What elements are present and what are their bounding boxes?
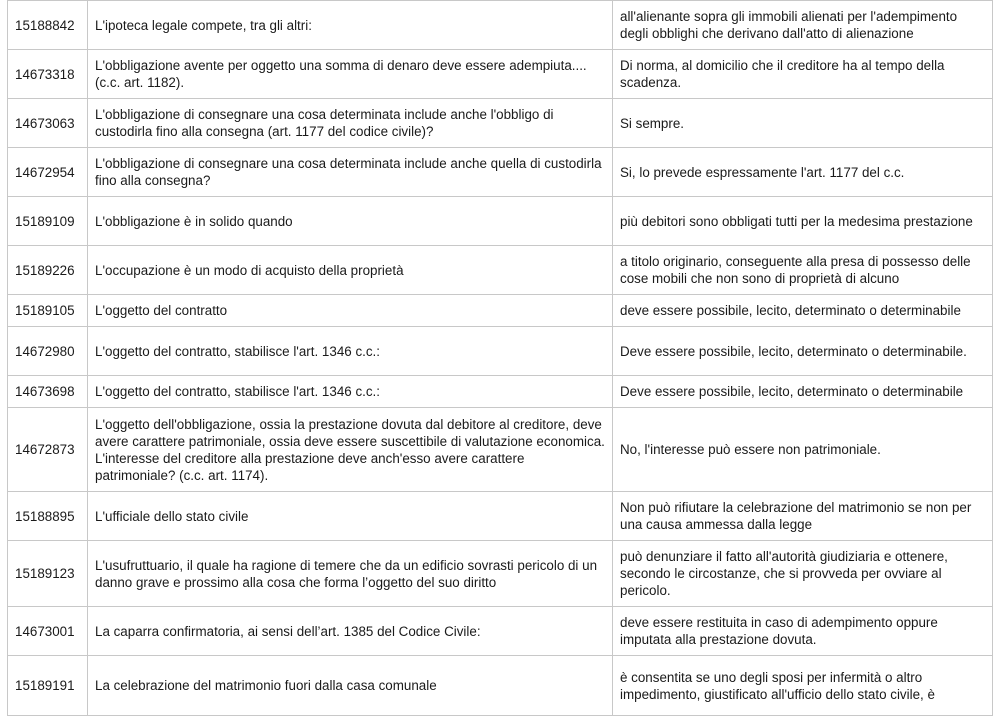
question-cell: L'ufficiale dello stato civile — [88, 492, 613, 541]
answer-cell: deve essere restituita in caso di adempimento oppure imputata alla prestazione dovuta. — [613, 607, 993, 656]
qa-table-body — [8, 1, 993, 716]
table-row — [8, 492, 993, 541]
question-cell: L'obbligazione è in solido quando — [88, 197, 613, 246]
question-cell: L'ipoteca legale compete, tra gli altri: — [88, 1, 613, 50]
answer-cell: Si sempre. — [613, 99, 993, 148]
qa-table — [7, 0, 993, 716]
answer-cell: deve essere possibile, lecito, determinato o determinabile — [613, 295, 993, 327]
question-cell: L'usufruttuario, il quale ha ragione di temere che da un edificio sovrasti pericolo di un danno grave e prossimo alla cosa che forma l’oggetto del suo diritto — [88, 541, 613, 607]
question-cell: L'obbligazione di consegnare una cosa determinata include anche l'obbligo di custodirla fino alla consegna (art. 1177 del codice civile)? — [88, 99, 613, 148]
table-row — [8, 408, 993, 492]
answer-cell: più debitori sono obbligati tutti per la medesima prestazione — [613, 197, 993, 246]
id-cell: 14673063 — [8, 99, 88, 148]
answer-cell: Deve essere possibile, lecito, determinato o determinabile — [613, 376, 993, 408]
table-row — [8, 99, 993, 148]
id-cell: 15189123 — [8, 541, 88, 607]
question-cell: L'obbligazione avente per oggetto una somma di denaro deve essere adempiuta.... (c.c. art. 1182). — [88, 50, 613, 99]
table-row — [8, 607, 993, 656]
id-cell: 15189191 — [8, 656, 88, 716]
table-row — [8, 541, 993, 607]
table-row — [8, 327, 993, 376]
question-cell: L'occupazione è un modo di acquisto della proprietà — [88, 246, 613, 295]
answer-cell: Si, lo prevede espressamente l'art. 1177 del c.c. — [613, 148, 993, 197]
id-cell: 15188842 — [8, 1, 88, 50]
table-row — [8, 197, 993, 246]
id-cell: 15189226 — [8, 246, 88, 295]
answer-cell: è consentita se uno degli sposi per infermità o altro impedimento, giustificato all'ufficio dello stato civile, è — [613, 656, 993, 716]
id-cell: 15189109 — [8, 197, 88, 246]
id-cell: 14673001 — [8, 607, 88, 656]
id-cell: 15188895 — [8, 492, 88, 541]
answer-cell: No, l'interesse può essere non patrimoniale. — [613, 408, 993, 492]
question-cell: L'oggetto dell'obbligazione, ossia la prestazione dovuta dal debitore al creditore, deve avere carattere patrimoniale, ossia deve essere suscettibile di valutazione economica. L'interesse del creditore alla prestazione deve anch'esso avere carattere patrimoniale? (c.c. art. 1174). — [88, 408, 613, 492]
question-cell: La celebrazione del matrimonio fuori dalla casa comunale — [88, 656, 613, 716]
table-row — [8, 148, 993, 197]
answer-cell: all'alienante sopra gli immobili alienati per l'adempimento degli obblighi che derivano dall'atto di alienazione — [613, 1, 993, 50]
question-cell: La caparra confirmatoria, ai sensi dell’art. 1385 del Codice Civile: — [88, 607, 613, 656]
question-cell: L'obbligazione di consegnare una cosa determinata include anche quella di custodirla fino alla consegna? — [88, 148, 613, 197]
id-cell: 14672980 — [8, 327, 88, 376]
answer-cell: Deve essere possibile, lecito, determinato o determinabile. — [613, 327, 993, 376]
table-row — [8, 295, 993, 327]
id-cell: 14672954 — [8, 148, 88, 197]
id-cell: 15189105 — [8, 295, 88, 327]
answer-cell: Non può rifiutare la celebrazione del matrimonio se non per una causa ammessa dalla legge — [613, 492, 993, 541]
table-row — [8, 376, 993, 408]
table-row — [8, 50, 993, 99]
table-row — [8, 246, 993, 295]
id-cell: 14673318 — [8, 50, 88, 99]
question-cell: L'oggetto del contratto, stabilisce l'art. 1346 c.c.: — [88, 327, 613, 376]
answer-cell: a titolo originario, conseguente alla presa di possesso delle cose mobili che non sono di proprietà di alcuno — [613, 246, 993, 295]
answer-cell: può denunziare il fatto all'autorità giudiziaria e ottenere, secondo le circostanze, che si provveda per ovviare al pericolo. — [613, 541, 993, 607]
question-cell: L'oggetto del contratto — [88, 295, 613, 327]
answer-cell: Di norma, al domicilio che il creditore ha al tempo della scadenza. — [613, 50, 993, 99]
table-row — [8, 1, 993, 50]
id-cell: 14673698 — [8, 376, 88, 408]
question-cell: L'oggetto del contratto, stabilisce l'art. 1346 c.c.: — [88, 376, 613, 408]
id-cell: 14672873 — [8, 408, 88, 492]
